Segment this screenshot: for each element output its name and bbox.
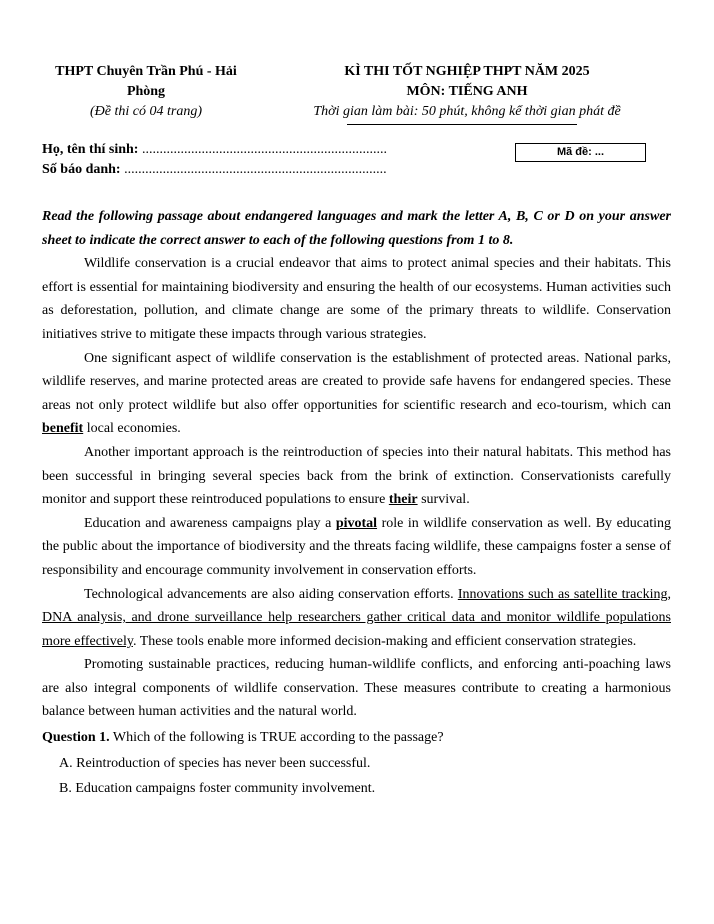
answer-option-a[interactable]: A. Reintroduction of species has never been successful. bbox=[59, 755, 371, 771]
question-1-label: Question 1. bbox=[42, 730, 110, 746]
paragraph-4-text: Education and awareness campaigns play a bbox=[84, 515, 336, 531]
paragraph-2-text-end: local economies. bbox=[83, 421, 181, 437]
answer-option-b[interactable]: B. Education campaigns foster community involvement. bbox=[59, 781, 376, 797]
exam-header bbox=[292, 62, 642, 122]
student-id-field[interactable]: ........................................................................... bbox=[124, 162, 387, 177]
passage-paragraph-2 bbox=[42, 347, 671, 441]
student-name-label: Họ, tên thí sinh: bbox=[42, 142, 139, 157]
header-divider bbox=[347, 124, 577, 125]
passage-paragraph-4 bbox=[42, 512, 671, 583]
highlighted-word-their: their bbox=[388, 492, 418, 508]
paragraph-5-text-end: . These tools enable more informed decision-making and efficient conservation strategies. bbox=[132, 633, 637, 649]
exam-code-box: Mã đề: ... bbox=[515, 143, 646, 162]
passage-paragraph-3 bbox=[42, 441, 671, 512]
paragraph-4-text-end: role in wildlife conservation as well. By educating the public about the importance of biodiversity and the threats facing wildlife, these campaigns foster a sense of responsibility and encourage community involvement in conservation efforts. bbox=[42, 515, 671, 578]
passage-paragraph-1: Wildlife conservation is a crucial endeavor that aims to protect animal species and their habitats. This effort is essential for maintaining biodiversity and ensuring the health of our ecosystems. Human activities such as deforestation, pollution, and climate change are some of the primary threats to wildlife. Conservation initiatives strive to mitigate these impacts through various strategies. bbox=[42, 256, 671, 342]
paragraph-3-text: Another important approach is the reintroduction of species into their natural habitats. This method has been successful in bringing several species back from the brink of extinction. Conservationists carefully monitor and support these reintroduced populations to ensure bbox=[42, 444, 671, 508]
student-id-label: Số báo danh: bbox=[42, 162, 121, 177]
school-header bbox=[30, 62, 262, 122]
highlighted-word-benefit: benefit bbox=[42, 421, 84, 437]
highlighted-word-pivotal: pivotal bbox=[335, 515, 378, 531]
time-note: Thời gian làm bài: 50 phút, không kể thời gian phát đề bbox=[313, 104, 621, 119]
paragraph-2-text: One significant aspect of wildlife conservation is the establishment of protected areas. National parks, wildlife reserves, and marine protected areas are created to provide safe havens for endangered species. These areas not only protect wildlife but also offer opportunities for scientific research and eco-tourism, which can bbox=[42, 350, 671, 413]
school-name-line2: Phòng bbox=[126, 84, 166, 99]
exam-content bbox=[42, 205, 671, 801]
exam-title: KÌ THI TỐT NGHIỆP THPT NĂM 2025 bbox=[344, 64, 590, 79]
paragraph-3-text-end: survival. bbox=[417, 492, 470, 508]
section-instruction: Read the following passage about endangered languages and mark the letter A, B, C or D on your answer sheet to indicate the correct answer to each of the following questions from 1 to 8. bbox=[42, 209, 671, 248]
passage-paragraph-5 bbox=[42, 583, 671, 654]
exam-subject: MÔN: TIẾNG ANH bbox=[406, 84, 528, 99]
paragraph-5-text: Technological advancements are also aiding conservation efforts. bbox=[84, 586, 458, 602]
student-name-field[interactable]: ...................................................................... bbox=[141, 142, 387, 157]
question-1-text: Which of the following is TRUE according to the passage? bbox=[109, 730, 444, 746]
student-name-row bbox=[42, 140, 387, 160]
student-info bbox=[42, 140, 387, 180]
pages-note: (Đề thi có 04 trang) bbox=[90, 104, 202, 119]
underlined-sentence: Innovations such as satellite tracking, DNA analysis, and drone surveillance help researchers gather critical data and monitor wildlife populations more effectively bbox=[42, 586, 671, 649]
school-name-line1: THPT Chuyên Trần Phú - Hải bbox=[55, 64, 237, 79]
question-1 bbox=[42, 726, 671, 750]
passage-paragraph-6: Promoting sustainable practices, reducing human-wildlife conflicts, and enforcing anti-poaching laws are also integral components of wildlife conservation. These measures contribute to creating a harmonious balance between human activities and the natural world. bbox=[42, 657, 671, 720]
student-id-row bbox=[42, 160, 387, 180]
